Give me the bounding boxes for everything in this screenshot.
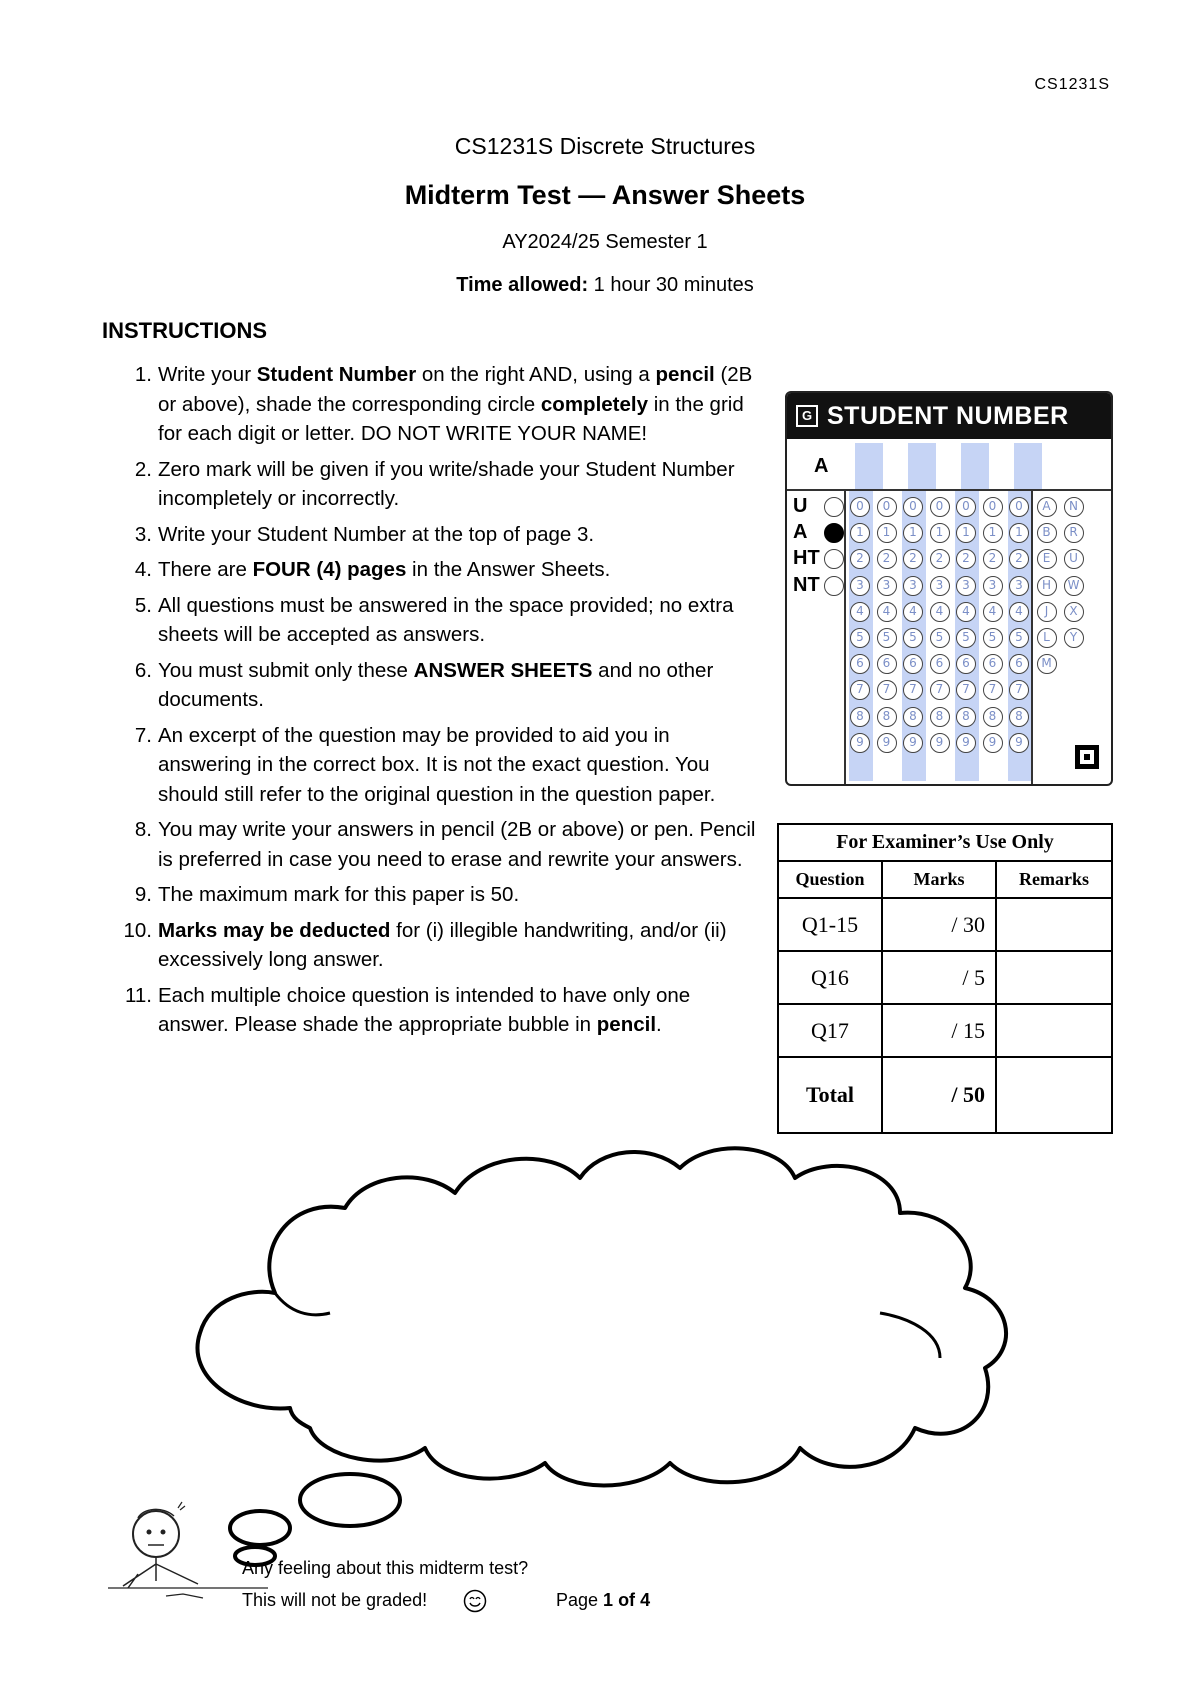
digit-bubble[interactable]: 4 bbox=[983, 602, 1003, 622]
instruction-number: 1. bbox=[134, 363, 152, 386]
divider bbox=[787, 489, 1111, 491]
instruction-emphasis: Marks may be deducted bbox=[158, 918, 391, 942]
prefix-label: HT bbox=[793, 547, 820, 570]
instruction-number: 3. bbox=[134, 522, 152, 546]
digit-bubble[interactable]: 5 bbox=[956, 628, 976, 648]
letter-bubble[interactable]: Y bbox=[1064, 628, 1084, 648]
digit-bubble[interactable]: 3 bbox=[877, 576, 897, 596]
instruction-text: You may write your answers in pencil (2B or above) or pen. Pencil is preferred in case you need to erase and rewrite your answers. bbox=[158, 818, 756, 871]
digit-bubble[interactable]: 6 bbox=[1009, 654, 1029, 674]
instruction-text: Each multiple choice question is intended to have only one answer. Please shade the appropriate bubble in bbox=[158, 983, 691, 1036]
digit-bubble[interactable]: 9 bbox=[877, 733, 897, 753]
prefix-label: U bbox=[793, 495, 808, 517]
digit-bubble[interactable]: 2 bbox=[983, 549, 1003, 569]
instruction-emphasis: FOUR (4) pages bbox=[252, 558, 407, 581]
student-number-prefix: A bbox=[814, 455, 829, 477]
instruction-text: Write your Student Number at the top of page 3. bbox=[158, 522, 595, 546]
instruction-item bbox=[118, 815, 763, 874]
smiley-icon bbox=[463, 1589, 487, 1613]
digit-bubble[interactable]: 4 bbox=[877, 602, 897, 622]
digit-bubble[interactable]: 3 bbox=[956, 576, 976, 596]
instruction-number: 5. bbox=[134, 593, 152, 617]
page-title: Midterm Test — Answer Sheets bbox=[404, 180, 806, 210]
prefix-label: NT bbox=[793, 573, 820, 596]
digit-bubble[interactable]: 6 bbox=[877, 654, 897, 674]
letter-bubble[interactable]: B bbox=[1037, 523, 1057, 543]
digit-bubble[interactable]: 7 bbox=[930, 680, 950, 700]
instruction-item bbox=[118, 880, 763, 910]
digit-bubble[interactable]: 4 bbox=[956, 602, 976, 622]
marks-cell-total: / 50 bbox=[882, 1057, 996, 1133]
remarks-cell[interactable] bbox=[996, 1057, 1112, 1133]
instruction-text: Zero mark will be given if you write/shade your Student Number incompletely or incorrectly. bbox=[158, 457, 735, 510]
registration-mark-icon bbox=[1075, 745, 1099, 769]
digit-bubble[interactable]: 0 bbox=[1009, 497, 1029, 517]
question-cell-total: Total bbox=[778, 1057, 882, 1133]
digit-bubble[interactable]: 8 bbox=[956, 707, 976, 727]
digit-entry-box[interactable] bbox=[961, 443, 989, 489]
page-total: 4 bbox=[640, 1590, 651, 1610]
digit-bubble[interactable]: 2 bbox=[956, 549, 976, 569]
digit-entry-box[interactable] bbox=[855, 443, 883, 489]
prefix-bubble[interactable] bbox=[824, 523, 844, 543]
digit-bubble[interactable]: 0 bbox=[983, 497, 1003, 517]
instruction-number: 4. bbox=[134, 558, 152, 581]
digit-bubble[interactable]: 1 bbox=[903, 523, 923, 543]
digit-bubble[interactable]: 6 bbox=[930, 654, 950, 674]
letter-bubble[interactable]: E bbox=[1037, 549, 1057, 569]
digit-bubble[interactable]: 5 bbox=[850, 628, 870, 648]
digit-bubble[interactable]: 4 bbox=[903, 602, 923, 622]
digit-bubble[interactable]: 8 bbox=[930, 707, 950, 727]
instruction-emphasis: pencil bbox=[655, 363, 715, 386]
letter-bubble[interactable]: R bbox=[1064, 523, 1084, 543]
digit-bubble[interactable]: 7 bbox=[877, 680, 897, 700]
question-cell: Q1-15 bbox=[778, 898, 882, 951]
letter-bubble[interactable]: H bbox=[1037, 576, 1057, 596]
digit-bubble[interactable]: 8 bbox=[903, 707, 923, 727]
instruction-emphasis: pencil bbox=[596, 1013, 657, 1036]
digit-bubble[interactable]: 0 bbox=[850, 497, 870, 517]
instruction-item bbox=[118, 455, 763, 514]
digit-bubble[interactable]: 3 bbox=[903, 576, 923, 596]
digit-bubble[interactable]: 8 bbox=[850, 707, 870, 727]
digit-bubble[interactable]: 0 bbox=[930, 497, 950, 517]
digit-bubble[interactable]: 7 bbox=[956, 680, 976, 700]
time-label: Time allowed: bbox=[456, 274, 589, 296]
instruction-emphasis: Student Number bbox=[256, 363, 417, 386]
instruction-number: 6. bbox=[134, 658, 152, 682]
col-header-question: Question bbox=[778, 861, 882, 898]
digit-bubble[interactable]: 2 bbox=[1009, 549, 1029, 569]
digit-bubble[interactable]: 6 bbox=[956, 654, 976, 674]
instruction-text: There are bbox=[158, 558, 253, 581]
instruction-text: in the grid for each digit or letter. DO NOT WRITE YOUR NAME! bbox=[158, 392, 744, 445]
digit-bubble[interactable]: 6 bbox=[903, 654, 923, 674]
col-header-remarks: Remarks bbox=[996, 861, 1112, 898]
instruction-item bbox=[118, 360, 763, 449]
examiner-table bbox=[777, 823, 1113, 1134]
page-of: of bbox=[613, 1590, 641, 1610]
instruction-text: (2B or above), shade the corresponding circle bbox=[158, 363, 753, 416]
digit-bubble[interactable]: 5 bbox=[983, 628, 1003, 648]
digit-bubble[interactable]: 2 bbox=[930, 549, 950, 569]
digit-bubble[interactable]: 1 bbox=[983, 523, 1003, 543]
stick-figure-icon bbox=[108, 1496, 268, 1601]
letter-bubble[interactable]: M bbox=[1037, 654, 1057, 674]
not-graded-note: This will not be graded! bbox=[242, 1590, 428, 1610]
digit-bubble[interactable]: 0 bbox=[956, 497, 976, 517]
digit-bubble[interactable]: 9 bbox=[983, 733, 1003, 753]
prefix-bubble[interactable] bbox=[824, 576, 844, 596]
instructions-list bbox=[118, 360, 763, 1046]
digit-bubble[interactable]: 1 bbox=[1009, 523, 1029, 543]
marks-cell: / 15 bbox=[882, 1004, 996, 1057]
instruction-text: on the right AND, using a bbox=[416, 363, 656, 386]
digit-bubble[interactable]: 8 bbox=[877, 707, 897, 727]
digit-bubble[interactable]: 3 bbox=[983, 576, 1003, 596]
digit-bubble[interactable]: 0 bbox=[903, 497, 923, 517]
letter-bubble[interactable]: U bbox=[1064, 549, 1084, 569]
marks-cell: / 5 bbox=[882, 951, 996, 1004]
examiner-table-caption: For Examiner’s Use Only bbox=[778, 824, 1112, 861]
instruction-item bbox=[118, 721, 763, 810]
instruction-item bbox=[118, 520, 763, 550]
student-number-title: STUDENT NUMBER bbox=[827, 402, 1069, 430]
instruction-text: Write your bbox=[158, 363, 257, 386]
prefix-bubble[interactable] bbox=[824, 549, 844, 569]
letter-bubble[interactable]: J bbox=[1037, 602, 1057, 622]
digit-bubble[interactable]: 1 bbox=[850, 523, 870, 543]
digit-bubble[interactable]: 5 bbox=[877, 628, 897, 648]
instruction-number: 11. bbox=[125, 983, 152, 1007]
digit-bubble[interactable]: 4 bbox=[850, 602, 870, 622]
remarks-cell[interactable] bbox=[996, 951, 1112, 1004]
digit-bubble[interactable]: 2 bbox=[877, 549, 897, 569]
digit-bubble[interactable]: 3 bbox=[850, 576, 870, 596]
instruction-number: 8. bbox=[134, 818, 152, 841]
digit-bubble[interactable]: 5 bbox=[903, 628, 923, 648]
question-cell: Q16 bbox=[778, 951, 882, 1004]
instruction-text: An excerpt of the question may be provided to aid you in answering in the correct box. It is not the exact question. You should still refer to the original question in the question paper. bbox=[158, 723, 716, 806]
digit-bubble[interactable]: 7 bbox=[903, 680, 923, 700]
digit-bubble[interactable]: 9 bbox=[850, 733, 870, 753]
sheet-logo-icon: G bbox=[796, 405, 818, 427]
digit-bubble[interactable]: 9 bbox=[1009, 733, 1029, 753]
letter-bubble[interactable]: N bbox=[1064, 497, 1084, 517]
digit-bubble[interactable]: 1 bbox=[956, 523, 976, 543]
student-number-card bbox=[785, 391, 1113, 786]
semester: AY2024/25 Semester 1 bbox=[502, 231, 708, 253]
digit-bubble[interactable]: 0 bbox=[877, 497, 897, 517]
digit-bubble[interactable]: 9 bbox=[903, 733, 923, 753]
instructions-heading: INSTRUCTIONS bbox=[102, 318, 267, 343]
digit-bubble[interactable]: 7 bbox=[1009, 680, 1029, 700]
instruction-emphasis: completely bbox=[540, 392, 648, 416]
digit-entry-box[interactable] bbox=[908, 443, 936, 489]
remarks-cell[interactable] bbox=[996, 898, 1112, 951]
instruction-text: and no other documents. bbox=[158, 658, 714, 711]
digit-bubble[interactable]: 9 bbox=[930, 733, 950, 753]
instruction-item bbox=[118, 981, 763, 1040]
remarks-cell[interactable] bbox=[996, 1004, 1112, 1057]
instruction-emphasis: ANSWER SHEETS bbox=[413, 658, 593, 682]
digit-bubble[interactable]: 9 bbox=[956, 733, 976, 753]
question-cell: Q17 bbox=[778, 1004, 882, 1057]
digit-bubble[interactable]: 8 bbox=[1009, 707, 1029, 727]
col-header-marks: Marks bbox=[882, 861, 996, 898]
digit-bubble[interactable]: 3 bbox=[1009, 576, 1029, 596]
header-course-code: CS1231S bbox=[1034, 76, 1110, 93]
digit-bubble[interactable]: 7 bbox=[983, 680, 1003, 700]
course-name: CS1231S Discrete Structures bbox=[454, 133, 756, 159]
digit-bubble[interactable]: 3 bbox=[930, 576, 950, 596]
student-number-header bbox=[787, 393, 1111, 439]
instruction-number: 2. bbox=[134, 457, 152, 481]
instruction-text: . bbox=[656, 1013, 662, 1036]
instruction-text: You must submit only these bbox=[158, 658, 414, 682]
instruction-number: 7. bbox=[134, 723, 152, 747]
time-allowed bbox=[0, 274, 1200, 297]
table-row bbox=[778, 951, 1112, 1004]
table-row bbox=[778, 1004, 1112, 1057]
digit-bubble[interactable]: 8 bbox=[983, 707, 1003, 727]
table-row-total bbox=[778, 1057, 1112, 1133]
digit-bubble[interactable]: 2 bbox=[903, 549, 923, 569]
divider bbox=[844, 491, 846, 784]
instruction-number: 9. bbox=[134, 883, 152, 906]
instruction-number: 10. bbox=[123, 918, 152, 942]
feeling-prompt: Any feeling about this midterm test? bbox=[242, 1558, 529, 1578]
instruction-text: The maximum mark for this paper is 50. bbox=[158, 883, 520, 906]
digit-bubble[interactable]: 1 bbox=[877, 523, 897, 543]
divider bbox=[1031, 491, 1033, 784]
digit-bubble[interactable]: 4 bbox=[1009, 602, 1029, 622]
prefix-label: A bbox=[793, 521, 808, 544]
thought-cloud[interactable] bbox=[180, 1128, 1080, 1568]
digit-bubble[interactable]: 6 bbox=[850, 654, 870, 674]
letter-bubble[interactable]: W bbox=[1064, 576, 1084, 596]
letter-bubble[interactable]: X bbox=[1064, 602, 1084, 622]
digit-bubble[interactable]: 1 bbox=[930, 523, 950, 543]
digit-bubble[interactable]: 5 bbox=[930, 628, 950, 648]
instruction-text: for (i) illegible handwriting, and/or (ii) excessively long answer. bbox=[158, 918, 727, 971]
letter-bubble[interactable]: L bbox=[1037, 628, 1057, 648]
instruction-item bbox=[118, 916, 763, 975]
digit-bubble[interactable]: 2 bbox=[850, 549, 870, 569]
instruction-text: in the Answer Sheets. bbox=[406, 558, 611, 581]
digit-bubble[interactable]: 5 bbox=[1009, 628, 1029, 648]
instruction-item bbox=[118, 656, 763, 715]
instruction-item bbox=[118, 555, 763, 585]
digit-bubble[interactable]: 6 bbox=[983, 654, 1003, 674]
marks-cell: / 30 bbox=[882, 898, 996, 951]
digit-bubble[interactable]: 7 bbox=[850, 680, 870, 700]
instruction-item bbox=[118, 591, 763, 650]
page-number bbox=[556, 1590, 650, 1611]
instruction-text: All questions must be answered in the space provided; no extra sheets will be accepted as answers. bbox=[158, 593, 734, 646]
page-prefix: Page bbox=[556, 1590, 604, 1610]
time-value: 1 hour 30 minutes bbox=[588, 274, 754, 296]
prefix-bubble[interactable] bbox=[824, 497, 844, 517]
table-row bbox=[778, 898, 1112, 951]
letter-bubble[interactable]: A bbox=[1037, 497, 1057, 517]
page-current: 1 bbox=[603, 1590, 614, 1610]
digit-entry-box[interactable] bbox=[1014, 443, 1042, 489]
digit-bubble[interactable]: 4 bbox=[930, 602, 950, 622]
